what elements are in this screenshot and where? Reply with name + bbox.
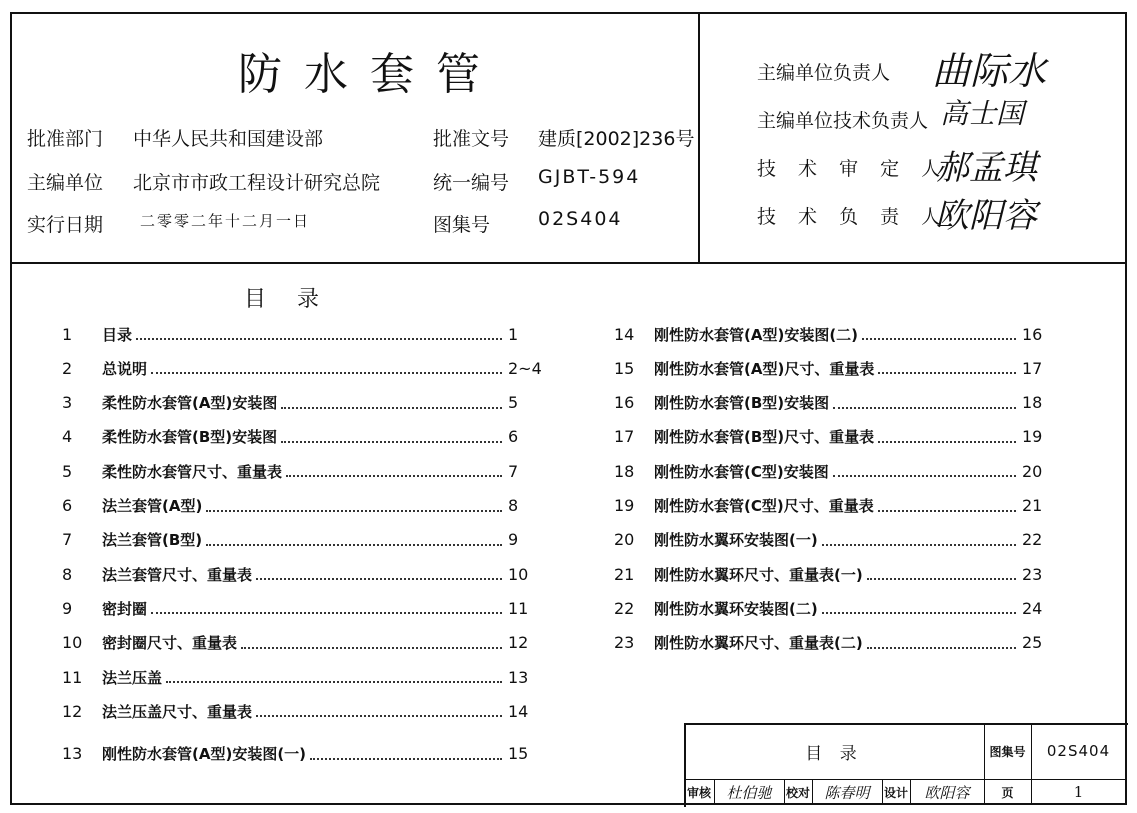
toc-page-number: 21: [1022, 496, 1043, 515]
toc-row: [62, 391, 540, 415]
toc-row: [62, 562, 540, 586]
toc-leader-dots: [151, 602, 502, 614]
toc-entry-name: 密封圈: [102, 599, 148, 618]
toc-number: 22: [614, 598, 635, 618]
toc-entry-name: 密封圈尺寸、重量表: [102, 634, 238, 653]
toc-number: 21: [614, 564, 635, 584]
toc-row: [614, 562, 1054, 586]
toc-leader-dots: [281, 397, 502, 409]
toc-entry-name: 刚性防水套管(A型)安装图(一): [102, 745, 307, 764]
toc-leader-dots: [136, 328, 502, 340]
toc-number: 19: [614, 496, 635, 515]
toc-leader-dots: [878, 431, 1016, 443]
toc-page-number: 2~4: [508, 358, 542, 378]
toc-page-number: 23: [1022, 564, 1043, 584]
atlas-label: 图集号: [989, 744, 1026, 759]
toc-number: 15: [614, 358, 635, 378]
toc-entry-name: 刚性防水翼环尺寸、重量表(二): [654, 634, 863, 653]
editor-unit-value: 北京市市政工程设计研究总院: [133, 172, 381, 194]
toc-leader-dots: [867, 568, 1016, 580]
approval-dept-label: 批准部门: [27, 128, 104, 150]
toc-number: 3: [62, 393, 73, 413]
toc-number: 16: [614, 393, 635, 413]
design-signature: 欧阳容: [924, 783, 970, 802]
toc-entry-name: 刚性防水翼环安装图(一): [654, 531, 818, 550]
toc-row: [62, 699, 540, 723]
chief-editor-signature: 曲际水: [932, 49, 1047, 93]
toc-number: 12: [62, 701, 83, 721]
toc-row: [614, 528, 1054, 552]
editor-unit-label: 主编单位: [27, 172, 104, 194]
approval-doc-label: 批准文号: [433, 128, 510, 150]
technical-reviewer-signature: 郝孟琪: [935, 148, 1037, 188]
toc-entry-name: 刚性防水套管(C型)安装图: [654, 462, 829, 481]
toc-leader-dots: [256, 568, 502, 580]
toc-page-number: 9: [508, 530, 519, 550]
toc-row: [62, 596, 540, 620]
toc-row: [62, 459, 540, 483]
toc-entry-name: 刚性防水套管(A型)安装图(二): [654, 325, 859, 344]
toc-entry-name: 刚性防水套管(B型)安装图: [654, 394, 830, 413]
toc-number: 2: [62, 358, 73, 378]
toc-page-number: 20: [1022, 461, 1043, 481]
toc-number: 13: [62, 744, 83, 764]
check-signature: 陈春明: [824, 783, 870, 802]
toc-leader-dots: [822, 534, 1016, 546]
approval-doc-value: 建质[2002]236号: [538, 128, 695, 150]
toc-page-number: 16: [1022, 324, 1043, 344]
toc-row: [62, 494, 540, 518]
technical-lead-label: 技 术 负 责 人: [757, 206, 949, 228]
toc-leader-dots: [867, 637, 1016, 649]
toc-entry-name: 刚性防水套管(B型)尺寸、重量表: [654, 428, 875, 447]
check-label: 校对: [785, 785, 810, 800]
toc-row: [614, 425, 1054, 449]
technical-chief-label: 主编单位技术负责人: [757, 110, 929, 132]
unified-number-label: 统一编号: [433, 172, 510, 194]
document-title: 防水套管: [238, 49, 502, 100]
toc-leader-dots: [833, 397, 1016, 409]
toc-entry-name: 法兰压盖尺寸、重量表: [102, 702, 253, 721]
toc-row: [62, 322, 540, 346]
technical-lead-signature: 欧阳容: [935, 196, 1037, 236]
toc-page-number: 25: [1022, 633, 1043, 653]
toc-page-number: 6: [508, 427, 519, 447]
toc-row: [614, 391, 1054, 415]
toc-number: 11: [62, 667, 83, 687]
atlas-number-label: 图集号: [433, 214, 491, 236]
toc-page-number: 19: [1022, 427, 1043, 447]
toc-entry-name: 柔性防水套管(A型)安装图: [102, 394, 278, 413]
toc-number: 1: [62, 324, 73, 344]
toc-leader-dots: [241, 637, 502, 649]
toc-number: 8: [62, 564, 73, 584]
toc-leader-dots: [286, 465, 502, 477]
atlas-value: 02S404: [1046, 742, 1111, 760]
toc-number: 17: [614, 427, 635, 447]
toc-page-number: 24: [1022, 598, 1043, 618]
toc-entry-name: 刚性防水套管(C型)尺寸、重量表: [654, 497, 874, 515]
toc-leader-dots: [151, 362, 502, 374]
toc-leader-dots: [206, 534, 502, 546]
toc-page-number: 7: [508, 461, 519, 481]
unified-number-value: GJBT-594: [538, 166, 641, 188]
header-divider: [10, 262, 1127, 264]
toc-page-number: 18: [1022, 393, 1043, 413]
toc-number: 6: [62, 496, 73, 515]
toc-row: [614, 631, 1054, 655]
approval-dept-value: 中华人民共和国建设部: [133, 128, 324, 150]
toc-row: [62, 742, 540, 766]
toc-row: [62, 528, 540, 552]
toc-number: 7: [62, 530, 73, 550]
toc-leader-dots: [206, 500, 502, 512]
review-label: 审核: [686, 785, 711, 800]
toc-page-number: 14: [508, 701, 529, 721]
toc-row: [614, 459, 1054, 483]
toc-number: 9: [62, 598, 73, 618]
toc-leader-dots: [166, 671, 502, 683]
title-block: [684, 723, 1126, 805]
atlas-number-value: 02S404: [538, 208, 623, 230]
toc-entry-name: 法兰套管(A型): [102, 497, 203, 515]
page-value: 1: [1073, 783, 1084, 801]
toc-title: 目 录: [244, 287, 331, 312]
page-label: 页: [1001, 785, 1014, 800]
toc-number: 18: [614, 461, 635, 481]
toc-entry-name: 刚性防水翼环安装图(二): [654, 599, 818, 618]
toc-page-number: 10: [508, 564, 529, 584]
toc-entry-name: 法兰压盖: [102, 668, 163, 687]
toc-entry-name: 柔性防水套管(B型)安装图: [102, 428, 278, 447]
toc-entry-name: 柔性防水套管尺寸、重量表: [102, 462, 283, 481]
toc-page-number: 13: [508, 667, 529, 687]
toc-leader-dots: [878, 362, 1016, 374]
toc-number: 10: [62, 633, 83, 653]
toc-number: 14: [614, 324, 635, 344]
review-signature: 杜伯驰: [726, 783, 772, 802]
toc-row: [62, 631, 540, 655]
toc-entry-name: 法兰套管(B型): [102, 531, 203, 550]
toc-entry-name: 刚性防水翼环尺寸、重量表(一): [654, 565, 863, 584]
toc-leader-dots: [878, 500, 1016, 512]
toc-row: [62, 356, 540, 380]
toc-page-number: 15: [508, 744, 529, 764]
toc-row: [614, 356, 1054, 380]
toc-row: [62, 665, 540, 689]
toc-page-number: 1: [508, 324, 519, 344]
toc-entry-name: 法兰套管尺寸、重量表: [102, 565, 253, 584]
toc-number: 5: [62, 461, 73, 481]
toc-leader-dots: [833, 465, 1016, 477]
chief-editor-label: 主编单位负责人: [757, 62, 891, 84]
technical-chief-signature: 高士国: [940, 97, 1025, 130]
toc-entry-name: 目录: [102, 325, 133, 344]
toc-leader-dots: [862, 328, 1016, 340]
toc-leader-dots: [310, 748, 502, 760]
toc-page-number: 5: [508, 393, 519, 413]
toc-leader-dots: [822, 602, 1016, 614]
toc-entry-name: 刚性防水套管(A型)尺寸、重量表: [654, 359, 875, 378]
toc-number: 4: [62, 427, 73, 447]
sheet-title: 目 录: [805, 743, 863, 764]
toc-row: [62, 425, 540, 449]
toc-page-number: 12: [508, 633, 529, 653]
effective-date-label: 实行日期: [27, 214, 104, 236]
toc-row: [614, 494, 1054, 518]
toc-leader-dots: [256, 705, 502, 717]
toc-page-number: 22: [1022, 530, 1043, 550]
toc-leader-dots: [281, 431, 502, 443]
technical-reviewer-label: 技 术 审 定 人: [757, 158, 949, 180]
design-label: 设计: [883, 785, 908, 800]
toc-page-number: 17: [1022, 358, 1043, 378]
toc-entry-name: 总说明: [102, 359, 148, 378]
effective-date-value: 二零零二年十二月一日: [140, 212, 311, 230]
toc-number: 23: [614, 633, 635, 653]
toc-row: [614, 596, 1054, 620]
toc-row: [614, 322, 1054, 346]
toc-page-number: 8: [508, 496, 519, 515]
toc-page-number: 11: [508, 598, 529, 618]
toc-number: 20: [614, 530, 635, 550]
header-vertical-divider: [698, 12, 700, 263]
